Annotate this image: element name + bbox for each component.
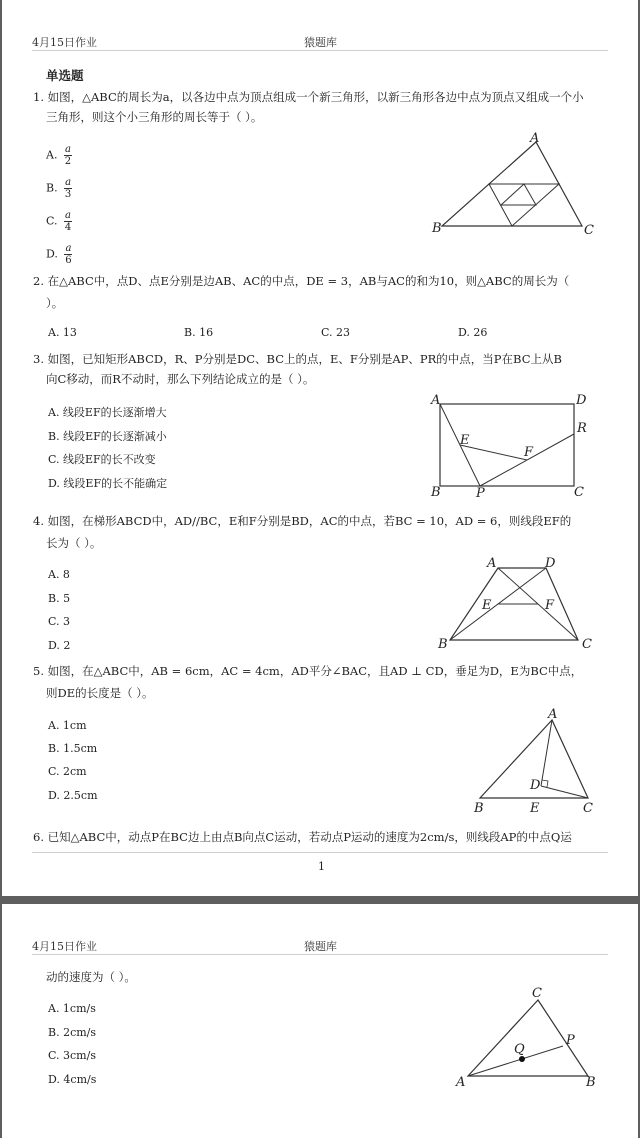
label-a: A: [548, 707, 558, 722]
q1-option-b[interactable]: [46, 177, 72, 200]
question-6-line-2: 动的速度为（ ）。: [46, 970, 136, 984]
q2-option-c[interactable]: C. 23: [321, 326, 351, 339]
question-2-line-1: 2. 在△ABC中，点D、点E分别是边AB、AC的中点，DE = 3，AB与AC的和为10，则△ABC的周长为（: [33, 274, 570, 288]
q4-trapezoid-figure: [432, 552, 602, 652]
label-d: D: [530, 778, 541, 793]
section-title: 单选题: [46, 68, 84, 83]
label-c: C: [584, 223, 594, 238]
question-3-line-1: 3. 如图，已知矩形ABCD，R、P分别是DC、BC上的点，E、F分别是AP、PR的中点，当P在BC上从B: [33, 352, 562, 366]
label-f: F: [524, 445, 534, 460]
q4-option-b[interactable]: B. 5: [48, 592, 71, 605]
q2-option-b[interactable]: B. 16: [184, 326, 214, 339]
q5-option-b[interactable]: B. 1.5cm: [48, 742, 98, 755]
label-b: B: [474, 801, 484, 816]
label-e: E: [482, 598, 492, 613]
q6-option-b[interactable]: B. 2cm/s: [48, 1026, 97, 1039]
question-4-line-1: 4. 如图，在梯形ABCD中，AD//BC，E和F分别是BD，AC的中点，若BC = 10，AD = 6，则线段EF的: [33, 514, 572, 528]
label-p: P: [566, 1033, 575, 1048]
footer-divider: [32, 852, 608, 853]
question-1-line-2: 三角形，则这个小三角形的周长等于（ ）。: [46, 110, 263, 124]
label-c: C: [583, 801, 593, 816]
label-d: D: [576, 393, 587, 408]
label-c: C: [574, 485, 584, 500]
header-left: 4月15日作业: [32, 36, 97, 49]
option-label: D.: [46, 247, 58, 261]
option-label: A.: [46, 148, 58, 162]
label-b: B: [432, 221, 442, 236]
label-a: A: [431, 393, 441, 408]
q6-option-c[interactable]: C. 3cm/s: [48, 1049, 96, 1062]
page-number: 1: [318, 860, 325, 873]
q4-option-d[interactable]: D. 2: [48, 639, 71, 652]
label-a: A: [530, 131, 540, 146]
label-a: A: [487, 556, 497, 571]
q1-triangle-figure: [422, 126, 602, 242]
question-2-line-2: ）。: [46, 296, 64, 310]
q5-option-a[interactable]: A. 1cm: [48, 719, 87, 732]
q2-option-a[interactable]: A. 13: [48, 326, 77, 339]
q3-rectangle-figure: [422, 390, 602, 502]
q6-triangle-figure: [446, 982, 606, 1094]
q1-option-c[interactable]: [46, 210, 72, 233]
q6-option-d[interactable]: D. 4cm/s: [48, 1073, 97, 1086]
label-q: Q: [514, 1042, 525, 1057]
header-divider: [32, 50, 608, 51]
label-e: E: [530, 801, 540, 816]
q5-triangle-figure: [462, 702, 602, 818]
page-1: [2, 0, 638, 896]
q4-option-c[interactable]: C. 3: [48, 615, 71, 628]
question-6-line-1: 6. 已知△ABC中，动点P在BC边上由点B向点C运动，若动点P运动的速度为2cm/s，则线段AP的中点Q运: [33, 830, 572, 844]
question-3-line-2: 向C移动，而R不动时，那么下列结论成立的是（ ）。: [46, 372, 315, 386]
q4-option-a[interactable]: A. 8: [48, 568, 70, 581]
q3-option-b[interactable]: B. 线段EF的长逐渐减小: [48, 430, 167, 443]
q5-option-c[interactable]: C. 2cm: [48, 765, 87, 778]
q6-option-a[interactable]: A. 1cm/s: [48, 1002, 96, 1015]
label-c: C: [532, 986, 542, 1001]
label-c: C: [582, 637, 592, 652]
q5-option-d[interactable]: D. 2.5cm: [48, 789, 98, 802]
q1-option-a[interactable]: [46, 144, 72, 167]
label-p: P: [476, 486, 485, 501]
header-left: 4月15日作业: [32, 940, 97, 953]
label-r: R: [577, 421, 587, 436]
label-a: A: [456, 1075, 466, 1090]
option-label: C.: [46, 214, 58, 228]
q3-option-c[interactable]: C. 线段EF的长不改变: [48, 453, 156, 466]
header-divider: [32, 954, 608, 955]
header-center: 猿题库: [304, 36, 337, 49]
option-label: B.: [46, 181, 58, 195]
label-f: F: [545, 598, 555, 613]
fraction: $\frac{a}{6}$: [65, 243, 72, 266]
q3-option-a[interactable]: A. 线段EF的长逐渐增大: [48, 406, 167, 419]
label-e: E: [460, 433, 470, 448]
fraction: $\frac{a}{3}$: [64, 177, 72, 200]
question-4-line-2: 长为（ ）。: [46, 536, 102, 550]
label-d: D: [545, 556, 556, 571]
question-1-line-1: 1. 如图，△ABC的周长为a，以各边中点为顶点组成一个新三角形，以新三角形各边中点为顶点又组成一个小: [33, 90, 584, 104]
fraction: $\frac{a}{2}$: [64, 144, 72, 167]
q1-option-d[interactable]: [46, 243, 72, 266]
q3-option-d[interactable]: D. 线段EF的长不能确定: [48, 477, 168, 490]
label-b: B: [438, 637, 448, 652]
label-b: B: [586, 1075, 596, 1090]
label-b: B: [431, 485, 441, 500]
question-5-line-1: 5. 如图，在△ABC中，AB = 6cm，AC = 4cm，AD平分∠BAC，且AD ⊥ CD，垂足为D，E为BC中点，: [33, 664, 583, 678]
fraction: $\frac{a}{4}$: [64, 210, 72, 233]
header-center: 猿题库: [304, 940, 337, 953]
page-2: [2, 904, 638, 1138]
question-5-line-2: 则DE的长度是（ ）。: [46, 686, 154, 700]
q2-option-d[interactable]: D. 26: [458, 326, 488, 339]
